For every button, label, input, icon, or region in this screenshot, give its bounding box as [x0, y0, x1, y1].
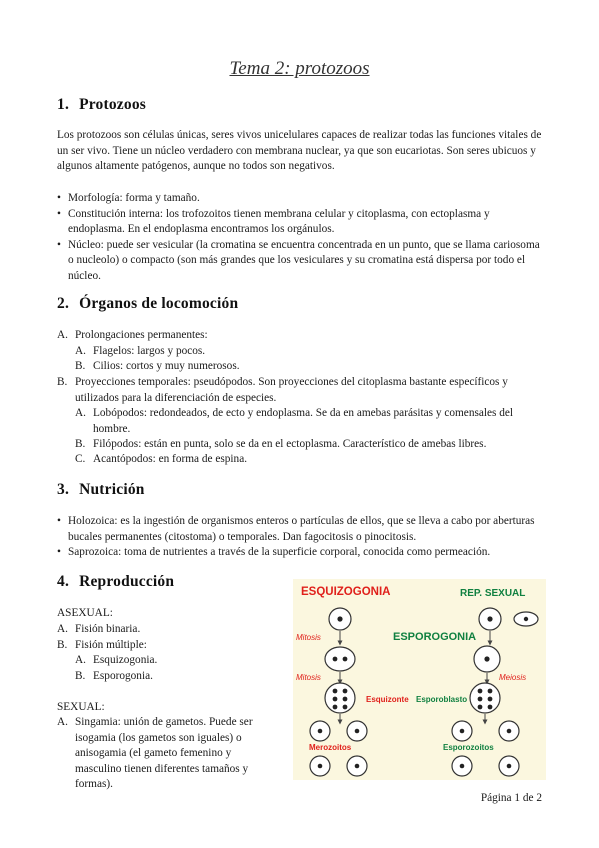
esquizogonia-label: ESQUIZOGONIA: [301, 586, 391, 598]
protozoos-paragraph: Los protozoos son células únicas, seres vivos unicelulares capaces de realizar todas las funciones vitales de un ser vivo. Tiene un núcleo verdadero con membrana nuclear, ya que son eucariotas. Son seres ubicuos y algunos altamente patógenos, aunque no todos son negativos.: [57, 129, 542, 173]
list-item-text: Lobópodos: redondeados, de ecto y endoplasma. Se da en amebas parásitas y comensales del hombre.: [93, 407, 514, 435]
list-item-text: Morfología: forma y tamaño.: [68, 192, 200, 204]
list-item: [57, 328, 547, 344]
section-number: 1.: [57, 96, 70, 113]
sexual-label: SEXUAL:: [57, 701, 105, 713]
page-number: Página 1 de 2: [480, 792, 542, 804]
esquizonte-label: Esquizonte: [366, 695, 409, 704]
list-marker: A.: [75, 654, 86, 666]
bullet-marker: •: [57, 192, 61, 204]
section-title: Órganos de locomoción: [79, 295, 239, 312]
section-number: 2.: [57, 295, 70, 312]
list-item-text: Fisión múltiple:: [75, 639, 147, 651]
list-marker: B.: [75, 360, 86, 372]
section-title: Reproducción: [79, 573, 175, 590]
esporoblasto-label: Esporoblasto: [416, 695, 468, 704]
bullet-marker: •: [57, 546, 61, 559]
list-item: [57, 375, 547, 406]
rep-sexual-label: REP. SEXUAL: [460, 588, 526, 599]
esporogonia-label: ESPOROGONIA: [393, 631, 477, 643]
list-item: [57, 514, 547, 545]
nutricion-bullet-list: [57, 514, 547, 561]
list-item-text: Flagelos: largos y pocos.: [93, 345, 206, 357]
list-marker: A.: [57, 716, 68, 728]
mitosis-label: Mitosis: [296, 673, 321, 682]
list-marker: B.: [75, 670, 86, 682]
section-heading-locomocion: [57, 295, 238, 313]
diagram-svg: [293, 579, 546, 780]
bullet-marker: •: [57, 207, 61, 220]
list-marker: A.: [57, 329, 68, 341]
section-number: 3.: [57, 481, 70, 498]
list-item: [57, 207, 547, 238]
list-item: [75, 406, 547, 437]
list-marker: A.: [75, 345, 86, 357]
list-item-text: Esquizogonia.: [93, 654, 158, 666]
list-item: [57, 638, 277, 654]
bullet-marker: •: [57, 238, 61, 251]
list-item-text: Filópodos: están en punta, solo se da en el ectoplasma. Característico de amebas libres.: [93, 438, 487, 450]
asexual-label: ASEXUAL:: [57, 607, 113, 619]
list-marker: C.: [75, 453, 86, 465]
section-number: 4.: [57, 573, 70, 590]
merozoitos-label: Merozoitos: [309, 743, 352, 752]
list-item: [75, 452, 547, 468]
list-item: [57, 545, 547, 561]
section-title: Protozoos: [79, 96, 147, 113]
list-marker: B.: [57, 639, 68, 651]
bullet-marker: •: [57, 515, 61, 527]
section-title: Nutrición: [79, 481, 145, 498]
list-item: [75, 669, 275, 685]
list-marker: B.: [75, 438, 86, 450]
section-heading-reproduccion: [57, 573, 174, 591]
section-heading-protozoos: [57, 96, 146, 114]
list-item-text: Saprozoica: toma de nutrientes a través de la superficie corporal, conocida como permeación.: [68, 546, 491, 559]
list-item-text: Singamia: unión de gametos. Puede ser isogamia (los gametos son iguales) o anisogamia (el gameto femenino y masculino tienen diferentes tamaños y formas).: [75, 716, 253, 791]
page-title: Tema 2: protozoos: [229, 58, 370, 79]
list-item-text: Núcleo: puede ser vesicular (la cromatina se encuentra concentrada en un punto, que se llama cariosoma o nucleolo) o compacto (son más grandes que los vesiculares y su cromatina está dispersa por todo el núcleo.: [68, 238, 540, 282]
list-item-text: Constitución interna: los trofozoitos tienen membrana celular y citoplasma, con ectoplasma y endoplasma. En el endoplasma encontramos los orgánulos.: [68, 207, 490, 236]
list-item-text: Holozoica: es la ingestión de organismos enteros o partículas de ellos, que se lleva a cabo por aberturas bucales permanentes (citostoma) o temporales. Dan fagocitosis o pinocitosis.: [68, 515, 535, 543]
section-heading-nutricion: [57, 481, 145, 499]
list-item: [75, 437, 547, 453]
list-item: [75, 359, 547, 375]
mitosis-label: Mitosis: [296, 633, 321, 642]
reproduction-diagram: [293, 579, 546, 780]
meiosis-label: Meiosis: [499, 673, 527, 682]
list-item-text: Prolongaciones permanentes:: [75, 329, 208, 341]
list-marker: B.: [57, 376, 68, 388]
protozoos-bullet-list: [57, 191, 547, 285]
list-item-text: Esporogonia.: [93, 670, 153, 682]
list-marker: A.: [75, 407, 86, 419]
list-item: [57, 622, 277, 638]
list-item: [57, 715, 275, 793]
list-item: [57, 238, 547, 285]
list-item-text: Cilios: cortos y muy numerosos.: [93, 360, 240, 372]
list-item-text: Fisión binaria.: [75, 623, 141, 635]
list-item: [75, 344, 547, 360]
list-item: [57, 191, 547, 207]
list-item-text: Acantópodos: en forma de espina.: [93, 453, 248, 465]
esporozoitos-label: Esporozoitos: [443, 743, 494, 752]
list-marker: A.: [57, 623, 68, 635]
list-item-text: Proyecciones temporales: pseudópodos. Son proyecciones del citoplasma bastante específicos y utilizados para la diferenciación de especies.: [75, 376, 508, 404]
list-item: [75, 653, 275, 669]
